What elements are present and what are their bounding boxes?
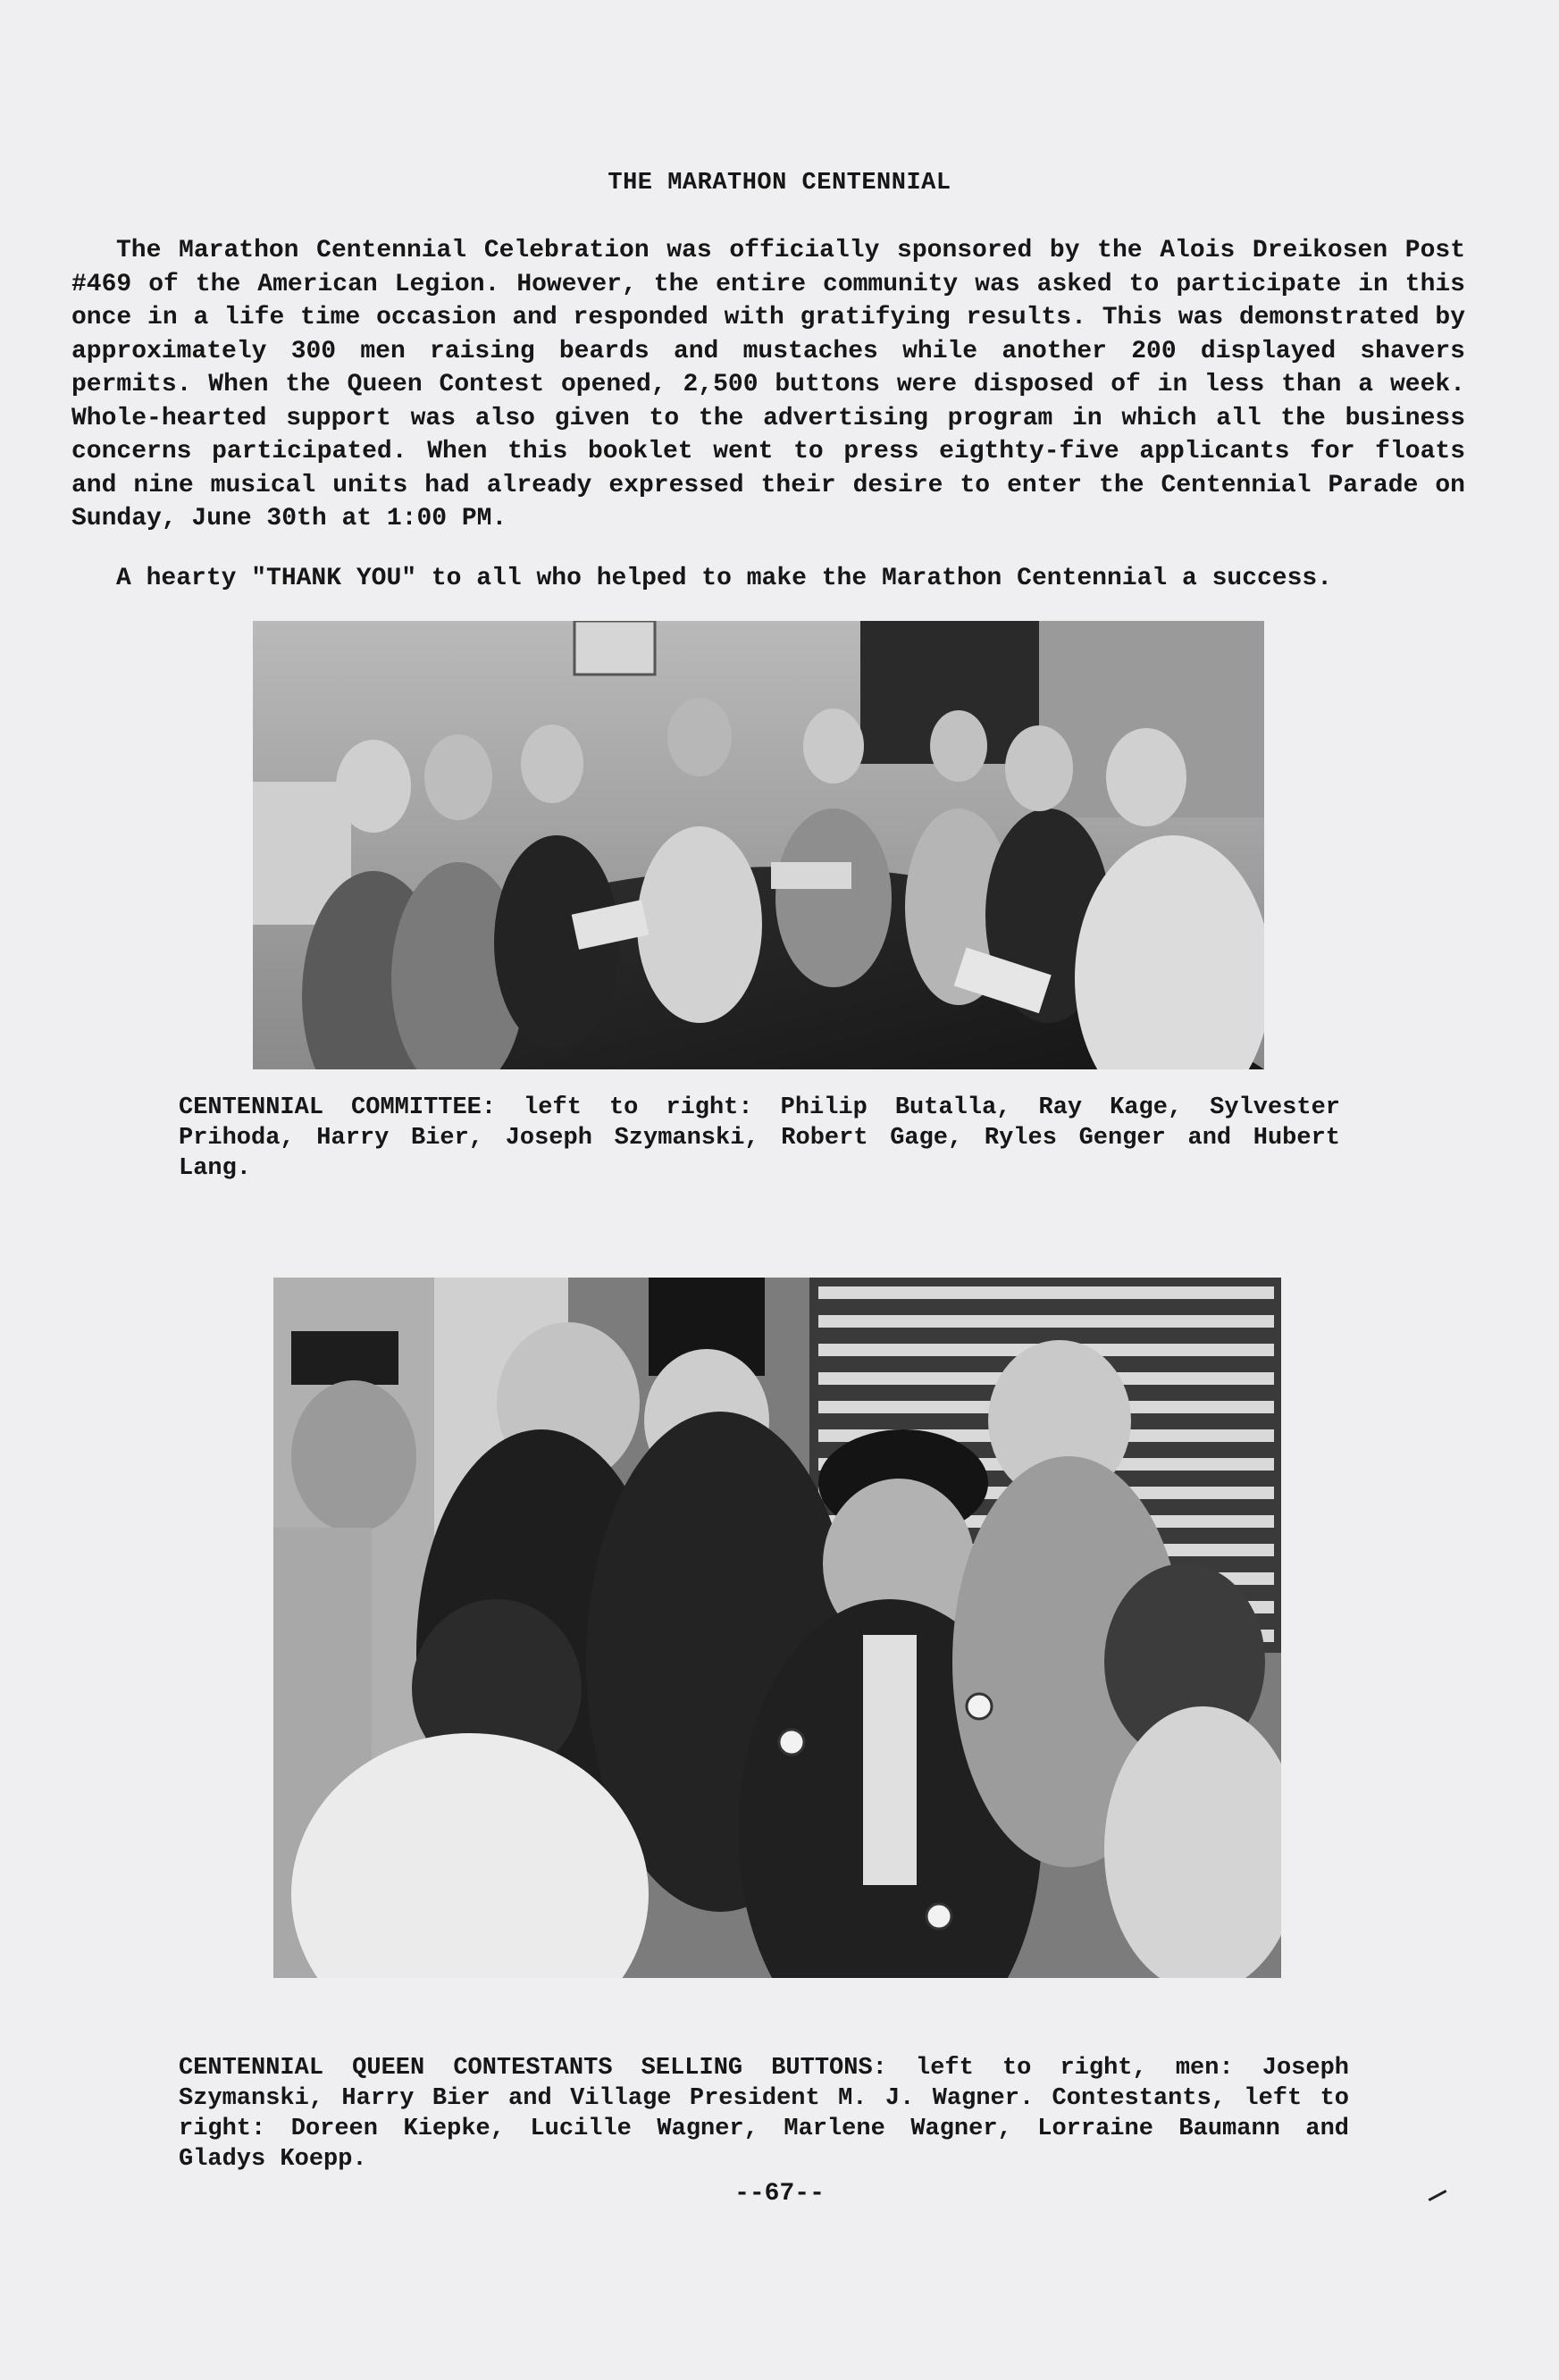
page-number: --67-- bbox=[734, 2180, 825, 2208]
page-title: THE MARATHON CENTENNIAL bbox=[608, 170, 951, 197]
committee-photo bbox=[253, 621, 1264, 1069]
body-paragraph: The Marathon Centennial Celebration was officially sponsored by the Alois Dreikosen Post #469 of the American Legion. However, the entire community was asked to participate in this once in a life time occasion and responded with gratifying results. This was demonstrated by approximately 300 men raising beards and mustaches while another 200 displayed shavers permits. When the Queen Contest opened, 2,500 buttons were disposed of in less than a week. Whole-hearted support was also given to the advertising program in which all the business concerns participated. When this booklet went to press eigthty-five applicants for floats and nine musical units had already expressed their desire to enter the Centennial Parade on Sunday, June 30th at 1:00 PM. bbox=[71, 237, 1465, 532]
contestants-caption: CENTENNIAL QUEEN CONTESTANTS SELLING BUTTONS: left to right, men: Joseph Szymanski, Harry Bier and Village President M. J. Wagner. Contestants, left to right: Doreen Kiepke, Lucille Wagner, Marlene Wagner, Lorraine Baumann and Gladys Koepp. bbox=[179, 2055, 1349, 2173]
contestants-photo-illustration bbox=[273, 1278, 1281, 1978]
committee-caption: CENTENNIAL COMMITTEE: left to right: Philip Butalla, Ray Kage, Sylvester Prihoda, Harry Bier, Joseph Szymanski, Robert Gage, Ryles Genger and Hubert Lang. bbox=[179, 1094, 1340, 1182]
committee-photo-illustration bbox=[253, 621, 1264, 1069]
thank-you-line: A hearty "THANK YOU" to all who helped to make the Marathon Centennial a success. bbox=[116, 565, 1333, 592]
contestants-photo bbox=[273, 1278, 1281, 1978]
